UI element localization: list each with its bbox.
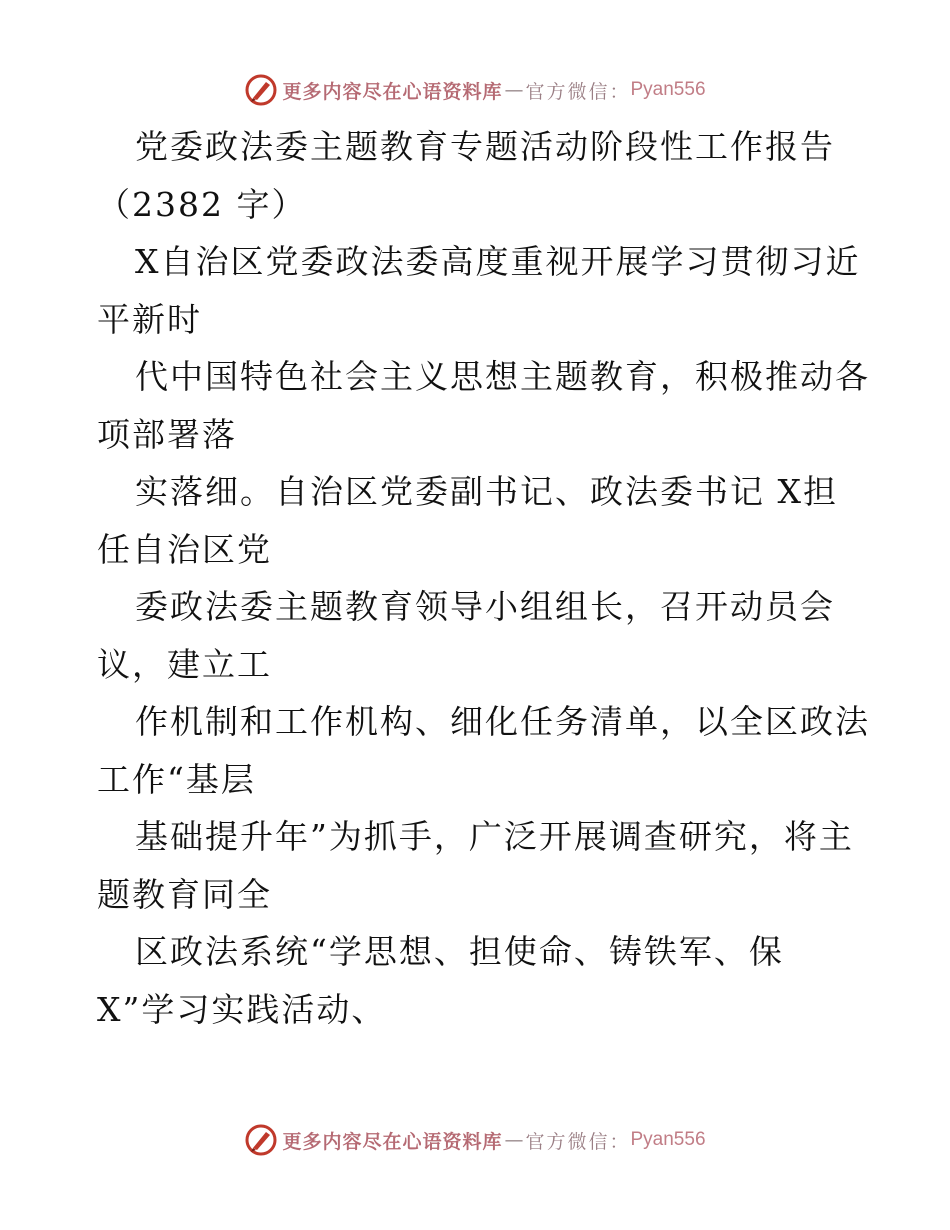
- footer-banner: [0, 1120, 950, 1160]
- paragraph-line: 议，建立工: [97, 644, 272, 684]
- paragraph-line: 任自治区党: [97, 529, 272, 569]
- paragraph-line: 题教育同全: [97, 874, 272, 914]
- paragraph-line: X自治区党委政法委高度重视开展学习贯彻习近: [135, 242, 861, 281]
- paragraph-line: 项部署落: [97, 414, 237, 454]
- paragraph-line: 区政法系统“学思想、担使命、铸铁军、保: [135, 932, 784, 971]
- banner-main-text: 更多内容尽在心语资料库: [282, 80, 503, 103]
- paragraph-line: 平新时: [97, 299, 202, 339]
- banner-main-text: 更多内容尽在心语资料库: [282, 1130, 503, 1153]
- word-count: （2382 字）: [97, 184, 307, 224]
- banner-wechat-label: 官方微信：: [525, 1130, 631, 1153]
- pen-logo-icon: [244, 1123, 278, 1157]
- header-banner: [0, 70, 950, 110]
- banner-dash: —: [504, 79, 524, 101]
- document-body: [97, 118, 877, 1038]
- paragraph-line: 代中国特色社会主义思想主题教育，积极推动各: [135, 357, 870, 396]
- banner-wechat-id: Pyan556: [630, 79, 706, 100]
- paragraph-line: 实落细。自治区党委副书记、政法委书记 X担: [135, 472, 838, 511]
- banner-wechat-label: 官方微信：: [525, 80, 631, 103]
- paragraph-line: 基础提升年”为抓手，广泛开展调查研究，将主: [135, 817, 854, 856]
- paragraph-line: X”学习实践活动、: [97, 989, 387, 1029]
- paragraph-line: 工作“基层: [97, 759, 256, 799]
- banner-wechat-id: Pyan556: [630, 1129, 706, 1150]
- paragraph-line: 作机制和工作机构、细化任务清单，以全区政法: [135, 702, 870, 741]
- document-title: 党委政法委主题教育专题活动阶段性工作报告: [135, 127, 835, 166]
- paragraph-line: 委政法委主题教育领导小组组长，召开动员会: [135, 587, 835, 626]
- pen-logo-icon: [244, 73, 278, 107]
- banner-dash: —: [504, 1129, 524, 1151]
